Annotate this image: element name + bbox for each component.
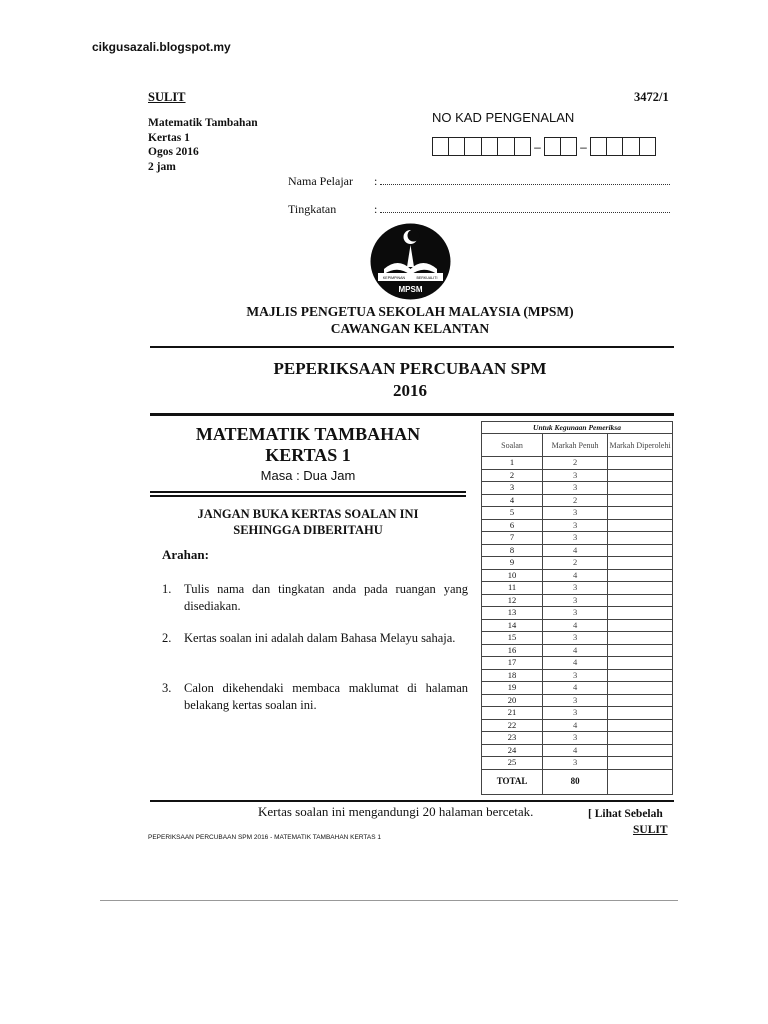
question-number: 17 [482,657,543,670]
table-row [482,632,673,645]
ic-box[interactable] [623,137,640,156]
divider [150,495,466,497]
table-row [482,619,673,632]
form-field[interactable] [288,202,336,217]
subject-title [150,424,466,466]
table-row [482,607,673,620]
paper-info [148,116,258,174]
marks-obtained-cell[interactable] [608,644,673,657]
marks-obtained-cell[interactable] [608,569,673,582]
instruction-item [162,680,468,714]
instruction-number: 1. [162,582,172,596]
subject-paper: KERTAS 1 [265,445,351,465]
marks-obtained-cell[interactable] [608,469,673,482]
table-row [482,682,673,695]
running-footer: PEPERIKSAAN PERCUBAAN SPM 2016 - MATEMATIK TAMBAHAN KERTAS 1 [148,834,381,841]
marks-obtained-cell[interactable] [608,657,673,670]
page-edge-line [100,900,678,901]
ic-box[interactable] [498,137,515,156]
full-marks: 3 [543,757,608,770]
question-number: 24 [482,744,543,757]
question-number: 2 [482,469,543,482]
marks-obtained-cell[interactable] [608,719,673,732]
full-marks: 4 [543,719,608,732]
table-row [482,732,673,745]
duration: Masa : Dua Jam [260,468,356,483]
question-number: 6 [482,519,543,532]
instruction-item [162,630,468,647]
table-row [482,719,673,732]
student-name-field[interactable] [288,174,353,189]
full-marks: 3 [543,732,608,745]
divider [150,413,674,416]
ic-box[interactable] [561,137,578,156]
question-number: 21 [482,707,543,720]
table-row [482,482,673,495]
table-row [482,707,673,720]
question-number: 4 [482,494,543,507]
full-marks: 3 [543,469,608,482]
ic-box[interactable] [544,137,561,156]
paper-code: 3472/1 [634,90,669,104]
full-marks: 2 [543,457,608,470]
full-marks: 3 [543,694,608,707]
warning-line: SEHINGGA DIBERITAHU [233,523,383,537]
instruction-text: Tulis nama dan tingkatan anda pada ruangan yang disediakan. [184,582,468,613]
marks-obtained-cell[interactable] [608,632,673,645]
paper-info-line: Ogos 2016 [148,146,199,158]
full-marks: 3 [543,582,608,595]
divider [150,346,674,348]
exam-title [100,358,720,402]
table-row [482,569,673,582]
full-marks: 4 [543,744,608,757]
question-number: 7 [482,532,543,545]
ic-separator: – [580,139,587,154]
full-marks: 3 [543,532,608,545]
full-marks: 3 [543,482,608,495]
ic-box[interactable] [607,137,624,156]
marks-obtained-cell[interactable] [608,482,673,495]
page-count-note: Kertas soalan ini mengandungi 20 halaman bercetak. [258,804,534,819]
marks-obtained-cell[interactable] [608,582,673,595]
marks-obtained-cell[interactable] [608,732,673,745]
full-marks: 4 [543,682,608,695]
warning-text [150,506,466,538]
question-number: 20 [482,694,543,707]
full-marks: 3 [543,632,608,645]
colon: : [374,202,378,216]
table-row [482,544,673,557]
colon: : [374,174,378,188]
turn-over-note: [ Lihat Sebelah [588,808,663,820]
question-number: 9 [482,557,543,570]
ic-number-label: NO KAD PENGENALAN [432,110,575,125]
paper-info-line: Kertas 1 [148,131,190,144]
ic-box[interactable] [515,137,532,156]
ic-separator: – [534,139,541,154]
table-row [482,519,673,532]
full-marks: 4 [543,619,608,632]
exam-name: PEPERIKSAAN PERCUBAAN SPM [273,359,547,378]
table-row [482,582,673,595]
question-number: 11 [482,582,543,595]
table-row [482,669,673,682]
marks-obtained-cell[interactable] [608,619,673,632]
question-number: 22 [482,719,543,732]
table-row [482,644,673,657]
question-number: 14 [482,619,543,632]
organisation-line: MAJLIS PENGETUA SEKOLAH MALAYSIA (MPSM) [246,304,574,319]
marks-obtained-cell[interactable] [608,744,673,757]
student-name-label: Nama Pelajar [288,174,353,188]
logo-band-left: KEPIMPINAN [382,276,406,280]
marks-obtained-cell[interactable] [608,532,673,545]
question-number: 25 [482,757,543,770]
warning-line: JANGAN BUKA KERTAS SOALAN INI [197,507,419,521]
full-marks: 4 [543,644,608,657]
question-number: 10 [482,569,543,582]
table-row [482,507,673,520]
marks-obtained-cell[interactable] [608,757,673,770]
table-row [482,532,673,545]
marks-obtained-cell[interactable] [608,694,673,707]
examiner-table [481,421,673,795]
instruction-number: 2. [162,631,172,645]
table-row [482,744,673,757]
divider [150,491,466,493]
sulit-label: SULIT [148,90,186,104]
question-number: 16 [482,644,543,657]
question-number: 5 [482,507,543,520]
marks-obtained-cell[interactable] [608,457,673,470]
ic-box[interactable] [482,137,499,156]
ic-box[interactable] [449,137,466,156]
student-name-input[interactable] [374,174,670,189]
ic-box[interactable] [640,137,657,156]
marks-obtained-cell[interactable] [608,507,673,520]
full-marks: 4 [543,544,608,557]
col-markah-penuh: Markah Penuh [543,434,608,457]
paper-info-line: 2 jam [148,160,176,173]
total-row [482,769,673,794]
question-number: 12 [482,594,543,607]
instruction-item [162,581,468,615]
question-number: 3 [482,482,543,495]
sulit-label-bottom: SULIT [633,824,668,836]
marks-obtained-cell[interactable] [608,519,673,532]
paper-info-line: Matematik Tambahan [148,117,258,129]
instruction-text: Kertas soalan ini adalah dalam Bahasa Melayu sahaja. [184,631,456,645]
marks-obtained-cell[interactable] [608,544,673,557]
ic-box[interactable] [590,137,607,156]
full-marks: 2 [543,557,608,570]
marks-obtained-cell[interactable] [608,557,673,570]
marks-obtained-cell[interactable] [608,707,673,720]
organisation-name [100,303,720,337]
full-marks: 3 [543,607,608,620]
marks-obtained-cell[interactable] [608,669,673,682]
table-row [482,694,673,707]
marks-obtained-cell[interactable] [608,607,673,620]
logo-band-right: BERKUALITI [416,276,438,280]
exam-year: 2016 [393,381,427,400]
tingkatan-label: Tingkatan [288,202,337,216]
col-markah-diperolehi: Markah Diperolehi [608,434,673,457]
question-number: 19 [482,682,543,695]
name-dotted-line [380,174,670,185]
total-marks-obtained-cell[interactable] [608,769,673,794]
marks-obtained-cell[interactable] [608,494,673,507]
total-full-marks: 80 [543,769,608,794]
subject-name: MATEMATIK TAMBAHAN [195,424,421,444]
blog-url: cikgusazali.blogspot.my [92,40,231,54]
instruction-text: Calon dikehendaki membaca maklumat di halaman belakang kertas soalan ini. [184,681,468,712]
table-row [482,494,673,507]
instructions-title: Arahan: [162,547,209,562]
tingkatan-input[interactable] [374,202,670,217]
logo-text: MPSM [398,285,423,294]
ic-number-boxes[interactable] [432,137,656,156]
ic-box[interactable] [465,137,482,156]
question-number: 23 [482,732,543,745]
question-number: 8 [482,544,543,557]
table-title: Untuk Kegunaan Pemeriksa [482,422,673,434]
tingkatan-dotted-line [380,202,670,213]
mpsm-logo [370,223,451,300]
question-number: 1 [482,457,543,470]
question-number: 18 [482,669,543,682]
marks-obtained-cell[interactable] [608,682,673,695]
full-marks: 3 [543,594,608,607]
table-row [482,557,673,570]
full-marks: 3 [543,519,608,532]
marks-obtained-cell[interactable] [608,594,673,607]
full-marks: 4 [543,657,608,670]
table-row [482,594,673,607]
divider [150,800,674,802]
ic-box[interactable] [432,137,449,156]
total-label: TOTAL [482,769,543,794]
question-number: 13 [482,607,543,620]
instruction-number: 3. [162,681,172,695]
full-marks: 3 [543,707,608,720]
full-marks: 3 [543,507,608,520]
table-row [482,469,673,482]
full-marks: 2 [543,494,608,507]
full-marks: 4 [543,569,608,582]
table-row [482,657,673,670]
table-row [482,457,673,470]
question-number: 15 [482,632,543,645]
full-marks: 3 [543,669,608,682]
organisation-line: CAWANGAN KELANTAN [330,321,490,336]
table-row [482,757,673,770]
col-soalan: Soalan [482,434,543,457]
